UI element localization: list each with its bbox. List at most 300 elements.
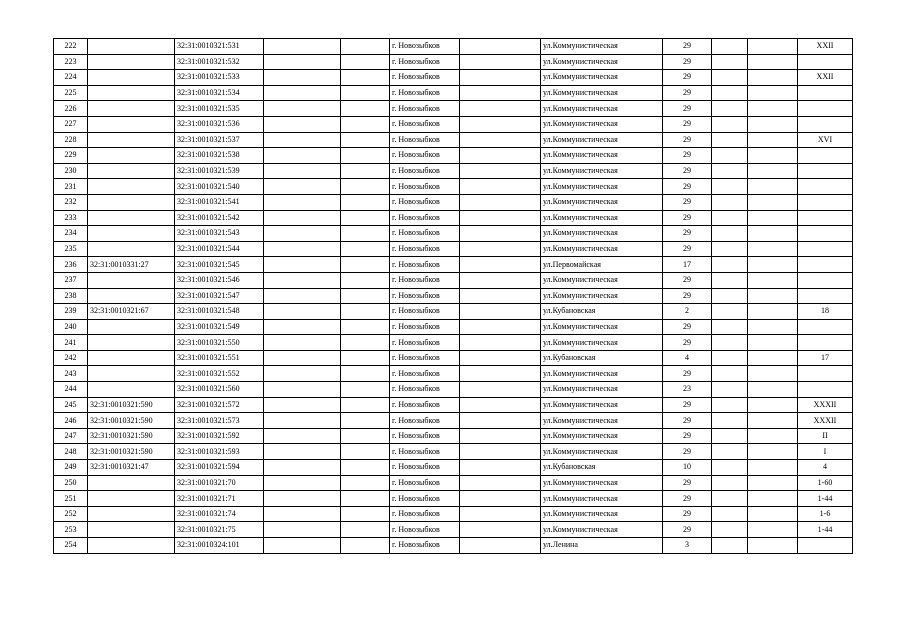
prior-cadastral-number-cell	[88, 194, 175, 210]
col-11-cell	[748, 335, 798, 351]
city-cell: г. Новозыбков	[390, 101, 460, 117]
col-11-cell	[748, 163, 798, 179]
apartment-number-cell: XVI	[798, 132, 853, 148]
apartment-number-cell	[798, 210, 853, 226]
col-4-cell	[264, 444, 341, 460]
table-row	[54, 179, 853, 195]
col-10-cell	[712, 460, 748, 476]
row-number-cell: 246	[54, 413, 88, 429]
table-row	[54, 272, 853, 288]
col-10-cell	[712, 288, 748, 304]
prior-cadastral-number-cell	[88, 475, 175, 491]
col-7-cell	[460, 148, 541, 164]
row-number-cell: 229	[54, 148, 88, 164]
prior-cadastral-number-cell	[88, 132, 175, 148]
house-number-cell: 29	[663, 335, 712, 351]
street-cell: ул.Коммунистическая	[541, 179, 663, 195]
city-cell: г. Новозыбков	[390, 491, 460, 507]
street-cell: ул.Коммунистическая	[541, 366, 663, 382]
apartment-number-cell: 18	[798, 304, 853, 320]
col-5-cell	[341, 304, 390, 320]
prior-cadastral-number-cell	[88, 538, 175, 554]
city-cell: г. Новозыбков	[390, 304, 460, 320]
col-4-cell	[264, 116, 341, 132]
col-4-cell	[264, 397, 341, 413]
prior-cadastral-number-cell	[88, 506, 175, 522]
col-10-cell	[712, 366, 748, 382]
street-cell: ул.Коммунистическая	[541, 132, 663, 148]
table-row	[54, 366, 853, 382]
city-cell: г. Новозыбков	[390, 522, 460, 538]
prior-cadastral-number-cell	[88, 210, 175, 226]
prior-cadastral-number-cell: 32:31:0010321:47	[88, 460, 175, 476]
col-7-cell	[460, 179, 541, 195]
col-5-cell	[341, 54, 390, 70]
row-number-cell: 223	[54, 54, 88, 70]
row-number-cell: 228	[54, 132, 88, 148]
table-row	[54, 85, 853, 101]
col-4-cell	[264, 506, 341, 522]
col-10-cell	[712, 226, 748, 242]
table-row	[54, 148, 853, 164]
cadastral-number-cell: 32:31:0010321:538	[175, 148, 264, 164]
prior-cadastral-number-cell	[88, 226, 175, 242]
prior-cadastral-number-cell	[88, 272, 175, 288]
row-number-cell: 241	[54, 335, 88, 351]
col-7-cell	[460, 428, 541, 444]
col-4-cell	[264, 54, 341, 70]
col-11-cell	[748, 382, 798, 398]
table-row	[54, 413, 853, 429]
house-number-cell: 29	[663, 397, 712, 413]
cadastral-number-cell: 32:31:0010321:592	[175, 428, 264, 444]
table-row	[54, 54, 853, 70]
row-number-cell: 243	[54, 366, 88, 382]
table-row	[54, 210, 853, 226]
col-7-cell	[460, 506, 541, 522]
apartment-number-cell	[798, 85, 853, 101]
prior-cadastral-number-cell	[88, 288, 175, 304]
register-table	[53, 38, 853, 554]
city-cell: г. Новозыбков	[390, 428, 460, 444]
apartment-number-cell: 1-60	[798, 475, 853, 491]
table-row	[54, 444, 853, 460]
street-cell: ул.Коммунистическая	[541, 444, 663, 460]
prior-cadastral-number-cell: 32:31:0010321:67	[88, 304, 175, 320]
col-5-cell	[341, 210, 390, 226]
cadastral-number-cell: 32:31:0010321:560	[175, 382, 264, 398]
prior-cadastral-number-cell	[88, 179, 175, 195]
cadastral-number-cell: 32:31:0010321:593	[175, 444, 264, 460]
table-row	[54, 538, 853, 554]
street-cell: ул.Коммунистическая	[541, 70, 663, 86]
table-row	[54, 132, 853, 148]
col-5-cell	[341, 538, 390, 554]
row-number-cell: 233	[54, 210, 88, 226]
col-7-cell	[460, 288, 541, 304]
col-11-cell	[748, 460, 798, 476]
col-10-cell	[712, 491, 748, 507]
col-11-cell	[748, 491, 798, 507]
col-7-cell	[460, 382, 541, 398]
house-number-cell: 17	[663, 257, 712, 273]
col-7-cell	[460, 460, 541, 476]
col-7-cell	[460, 304, 541, 320]
table-row	[54, 460, 853, 476]
col-7-cell	[460, 335, 541, 351]
street-cell: ул.Коммунистическая	[541, 226, 663, 242]
street-cell: ул.Коммунистическая	[541, 210, 663, 226]
col-11-cell	[748, 272, 798, 288]
city-cell: г. Новозыбков	[390, 39, 460, 55]
house-number-cell: 29	[663, 194, 712, 210]
house-number-cell: 29	[663, 85, 712, 101]
row-number-cell: 234	[54, 226, 88, 242]
col-11-cell	[748, 70, 798, 86]
cadastral-number-cell: 32:31:0010321:546	[175, 272, 264, 288]
cadastral-number-cell: 32:31:0010321:545	[175, 257, 264, 273]
col-5-cell	[341, 272, 390, 288]
house-number-cell: 23	[663, 382, 712, 398]
prior-cadastral-number-cell: 32:31:0010331:27	[88, 257, 175, 273]
col-7-cell	[460, 101, 541, 117]
city-cell: г. Новозыбков	[390, 444, 460, 460]
cadastral-number-cell: 32:31:0010321:544	[175, 241, 264, 257]
street-cell: ул.Коммунистическая	[541, 194, 663, 210]
col-4-cell	[264, 163, 341, 179]
row-number-cell: 252	[54, 506, 88, 522]
street-cell: ул.Коммунистическая	[541, 101, 663, 117]
col-4-cell	[264, 101, 341, 117]
table-row	[54, 428, 853, 444]
col-11-cell	[748, 241, 798, 257]
prior-cadastral-number-cell	[88, 163, 175, 179]
street-cell: ул.Коммунистическая	[541, 397, 663, 413]
apartment-number-cell	[798, 194, 853, 210]
col-10-cell	[712, 319, 748, 335]
street-cell: ул.Коммунистическая	[541, 288, 663, 304]
cadastral-number-cell: 32:31:0010321:552	[175, 366, 264, 382]
col-11-cell	[748, 116, 798, 132]
col-5-cell	[341, 39, 390, 55]
prior-cadastral-number-cell: 32:31:0010321:590	[88, 397, 175, 413]
street-cell: ул.Коммунистическая	[541, 413, 663, 429]
house-number-cell: 29	[663, 272, 712, 288]
apartment-number-cell: 1-6	[798, 506, 853, 522]
col-4-cell	[264, 132, 341, 148]
col-10-cell	[712, 382, 748, 398]
col-11-cell	[748, 132, 798, 148]
col-10-cell	[712, 522, 748, 538]
col-10-cell	[712, 85, 748, 101]
col-7-cell	[460, 538, 541, 554]
col-7-cell	[460, 475, 541, 491]
house-number-cell: 29	[663, 428, 712, 444]
apartment-number-cell	[798, 241, 853, 257]
col-10-cell	[712, 39, 748, 55]
cadastral-number-cell: 32:31:0010321:536	[175, 116, 264, 132]
row-number-cell: 224	[54, 70, 88, 86]
city-cell: г. Новозыбков	[390, 506, 460, 522]
col-7-cell	[460, 491, 541, 507]
col-10-cell	[712, 116, 748, 132]
cadastral-number-cell: 32:31:0010321:549	[175, 319, 264, 335]
col-4-cell	[264, 428, 341, 444]
house-number-cell: 29	[663, 163, 712, 179]
prior-cadastral-number-cell	[88, 101, 175, 117]
row-number-cell: 239	[54, 304, 88, 320]
prior-cadastral-number-cell	[88, 319, 175, 335]
prior-cadastral-number-cell	[88, 491, 175, 507]
prior-cadastral-number-cell	[88, 116, 175, 132]
apartment-number-cell: XXXII	[798, 397, 853, 413]
col-4-cell	[264, 226, 341, 242]
row-number-cell: 254	[54, 538, 88, 554]
col-5-cell	[341, 85, 390, 101]
city-cell: г. Новозыбков	[390, 179, 460, 195]
col-11-cell	[748, 288, 798, 304]
row-number-cell: 247	[54, 428, 88, 444]
cadastral-number-cell: 32:31:0010321:535	[175, 101, 264, 117]
table-row	[54, 226, 853, 242]
col-11-cell	[748, 226, 798, 242]
table-row	[54, 241, 853, 257]
house-number-cell: 29	[663, 491, 712, 507]
col-7-cell	[460, 319, 541, 335]
col-4-cell	[264, 538, 341, 554]
cadastral-number-cell: 32:31:0010321:541	[175, 194, 264, 210]
cadastral-number-cell: 32:31:0010321:534	[175, 85, 264, 101]
col-4-cell	[264, 460, 341, 476]
col-5-cell	[341, 226, 390, 242]
table-row	[54, 335, 853, 351]
row-number-cell: 250	[54, 475, 88, 491]
col-5-cell	[341, 397, 390, 413]
col-11-cell	[748, 366, 798, 382]
col-5-cell	[341, 350, 390, 366]
house-number-cell: 29	[663, 444, 712, 460]
col-4-cell	[264, 70, 341, 86]
house-number-cell: 29	[663, 366, 712, 382]
city-cell: г. Новозыбков	[390, 116, 460, 132]
apartment-number-cell	[798, 366, 853, 382]
col-10-cell	[712, 397, 748, 413]
col-10-cell	[712, 54, 748, 70]
city-cell: г. Новозыбков	[390, 460, 460, 476]
col-10-cell	[712, 179, 748, 195]
apartment-number-cell	[798, 272, 853, 288]
col-7-cell	[460, 397, 541, 413]
apartment-number-cell: XXII	[798, 39, 853, 55]
col-5-cell	[341, 428, 390, 444]
street-cell: ул.Коммунистическая	[541, 522, 663, 538]
col-5-cell	[341, 179, 390, 195]
col-10-cell	[712, 506, 748, 522]
street-cell: ул.Коммунистическая	[541, 116, 663, 132]
col-10-cell	[712, 132, 748, 148]
city-cell: г. Новозыбков	[390, 272, 460, 288]
col-11-cell	[748, 475, 798, 491]
city-cell: г. Новозыбков	[390, 70, 460, 86]
col-10-cell	[712, 304, 748, 320]
house-number-cell: 29	[663, 475, 712, 491]
city-cell: г. Новозыбков	[390, 163, 460, 179]
city-cell: г. Новозыбков	[390, 350, 460, 366]
col-4-cell	[264, 350, 341, 366]
house-number-cell: 29	[663, 132, 712, 148]
col-11-cell	[748, 179, 798, 195]
col-4-cell	[264, 179, 341, 195]
prior-cadastral-number-cell	[88, 39, 175, 55]
prior-cadastral-number-cell	[88, 366, 175, 382]
col-10-cell	[712, 101, 748, 117]
apartment-number-cell: II	[798, 428, 853, 444]
col-11-cell	[748, 210, 798, 226]
col-10-cell	[712, 413, 748, 429]
col-10-cell	[712, 257, 748, 273]
cadastral-number-cell: 32:31:0010321:551	[175, 350, 264, 366]
house-number-cell: 29	[663, 413, 712, 429]
row-number-cell: 242	[54, 350, 88, 366]
col-7-cell	[460, 241, 541, 257]
col-7-cell	[460, 54, 541, 70]
row-number-cell: 237	[54, 272, 88, 288]
col-7-cell	[460, 70, 541, 86]
apartment-number-cell	[798, 335, 853, 351]
house-number-cell: 29	[663, 522, 712, 538]
col-10-cell	[712, 538, 748, 554]
apartment-number-cell	[798, 288, 853, 304]
col-7-cell	[460, 132, 541, 148]
col-10-cell	[712, 241, 748, 257]
col-5-cell	[341, 132, 390, 148]
street-cell: ул.Коммунистическая	[541, 85, 663, 101]
city-cell: г. Новозыбков	[390, 257, 460, 273]
col-5-cell	[341, 194, 390, 210]
apartment-number-cell: XXXII	[798, 413, 853, 429]
col-4-cell	[264, 335, 341, 351]
col-7-cell	[460, 116, 541, 132]
apartment-number-cell	[798, 257, 853, 273]
city-cell: г. Новозыбков	[390, 475, 460, 491]
col-5-cell	[341, 148, 390, 164]
table-row	[54, 506, 853, 522]
col-7-cell	[460, 210, 541, 226]
street-cell: ул.Коммунистическая	[541, 428, 663, 444]
apartment-number-cell	[798, 116, 853, 132]
city-cell: г. Новозыбков	[390, 241, 460, 257]
table-row	[54, 475, 853, 491]
col-5-cell	[341, 522, 390, 538]
city-cell: г. Новозыбков	[390, 413, 460, 429]
cadastral-number-cell: 32:31:0010321:74	[175, 506, 264, 522]
col-5-cell	[341, 257, 390, 273]
street-cell: ул.Коммунистическая	[541, 475, 663, 491]
col-10-cell	[712, 272, 748, 288]
col-5-cell	[341, 288, 390, 304]
col-7-cell	[460, 413, 541, 429]
prior-cadastral-number-cell: 32:31:0010321:590	[88, 413, 175, 429]
col-4-cell	[264, 272, 341, 288]
col-11-cell	[748, 428, 798, 444]
col-7-cell	[460, 194, 541, 210]
row-number-cell: 225	[54, 85, 88, 101]
house-number-cell: 10	[663, 460, 712, 476]
city-cell: г. Новозыбков	[390, 226, 460, 242]
house-number-cell: 29	[663, 116, 712, 132]
row-number-cell: 222	[54, 39, 88, 55]
city-cell: г. Новозыбков	[390, 382, 460, 398]
apartment-number-cell	[798, 163, 853, 179]
prior-cadastral-number-cell	[88, 335, 175, 351]
row-number-cell: 240	[54, 319, 88, 335]
col-5-cell	[341, 70, 390, 86]
col-7-cell	[460, 350, 541, 366]
col-11-cell	[748, 54, 798, 70]
city-cell: г. Новозыбков	[390, 132, 460, 148]
prior-cadastral-number-cell: 32:31:0010321:590	[88, 444, 175, 460]
cadastral-number-cell: 32:31:0010321:573	[175, 413, 264, 429]
col-7-cell	[460, 257, 541, 273]
col-7-cell	[460, 226, 541, 242]
table-row	[54, 101, 853, 117]
col-7-cell	[460, 366, 541, 382]
house-number-cell: 29	[663, 288, 712, 304]
city-cell: г. Новозыбков	[390, 288, 460, 304]
row-number-cell: 226	[54, 101, 88, 117]
city-cell: г. Новозыбков	[390, 538, 460, 554]
street-cell: ул.Ленина	[541, 538, 663, 554]
col-5-cell	[341, 319, 390, 335]
col-4-cell	[264, 475, 341, 491]
street-cell: ул.Коммунистическая	[541, 335, 663, 351]
col-11-cell	[748, 257, 798, 273]
apartment-number-cell	[798, 538, 853, 554]
cadastral-number-cell: 32:31:0010321:532	[175, 54, 264, 70]
col-10-cell	[712, 335, 748, 351]
col-11-cell	[748, 101, 798, 117]
prior-cadastral-number-cell	[88, 85, 175, 101]
cadastral-number-cell: 32:31:0010321:533	[175, 70, 264, 86]
apartment-number-cell	[798, 319, 853, 335]
cadastral-number-cell: 32:31:0010321:539	[175, 163, 264, 179]
prior-cadastral-number-cell	[88, 241, 175, 257]
col-7-cell	[460, 163, 541, 179]
house-number-cell: 29	[663, 148, 712, 164]
col-4-cell	[264, 39, 341, 55]
apartment-number-cell: XXII	[798, 70, 853, 86]
col-5-cell	[341, 116, 390, 132]
col-10-cell	[712, 148, 748, 164]
cadastral-number-cell: 32:31:0010321:548	[175, 304, 264, 320]
table-row	[54, 522, 853, 538]
street-cell: ул.Кубановская	[541, 350, 663, 366]
house-number-cell: 29	[663, 210, 712, 226]
col-11-cell	[748, 350, 798, 366]
apartment-number-cell	[798, 101, 853, 117]
col-11-cell	[748, 444, 798, 460]
col-4-cell	[264, 319, 341, 335]
cadastral-number-cell: 32:31:0010321:537	[175, 132, 264, 148]
col-7-cell	[460, 39, 541, 55]
col-7-cell	[460, 272, 541, 288]
apartment-number-cell: 17	[798, 350, 853, 366]
col-11-cell	[748, 304, 798, 320]
col-10-cell	[712, 475, 748, 491]
house-number-cell: 4	[663, 350, 712, 366]
table-row	[54, 116, 853, 132]
apartment-number-cell	[798, 179, 853, 195]
